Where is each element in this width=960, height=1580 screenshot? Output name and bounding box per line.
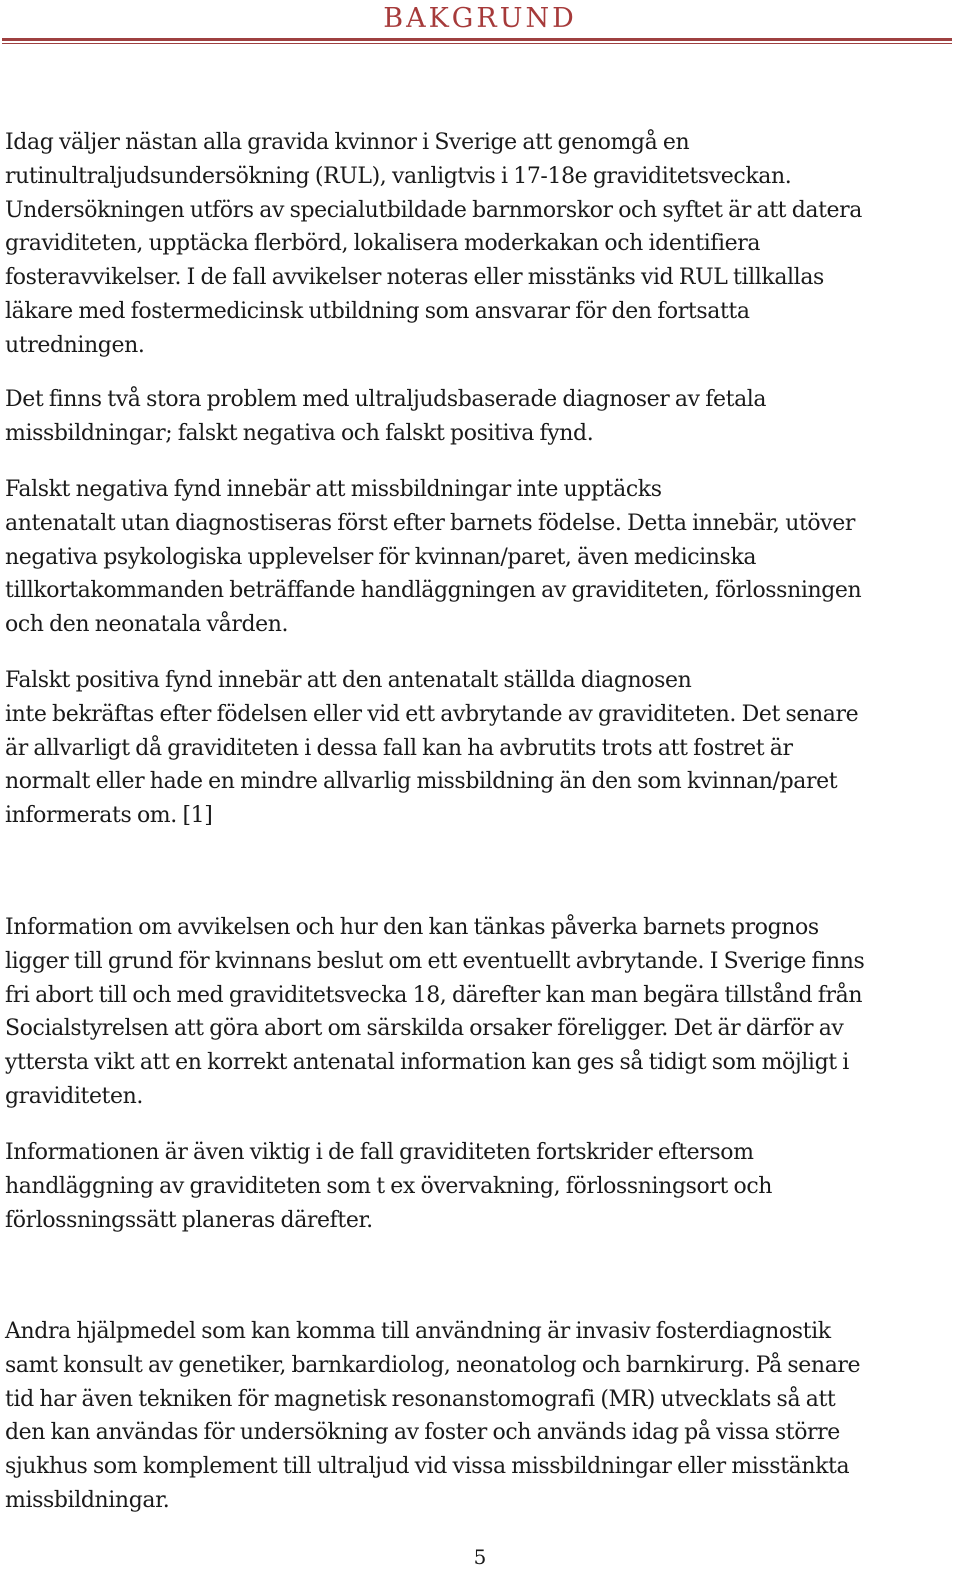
paragraph-false-negative: Falskt negativa fynd innebär att missbildningar inte upptäcks antenatalt utan diagnostiseras först efter barnets födelse. Detta innebär, utöver negativa psykologiska upplevelser för kvinnan/paret, även medicinska tillkortakommanden beträffande handläggningen av graviditeten, förlossningen och den neonatala vården. xyxy=(5,477,862,638)
header-divider-thin xyxy=(2,43,952,44)
paragraph-false-positive: Falskt positiva fynd innebär att den antenatalt ställda diagnosen inte bekräftas efter födelsen eller vid ett avbrytande av graviditeten. Det senare är allvarligt då graviditeten i dessa fall kan ha avbrutits trots att fostret är normalt eller hade en mindre allvarlig missbildning än den som kvinnan/paret informerats om. [1] xyxy=(5,668,859,829)
paragraph-information-importance: Informationen är även viktig i de fall graviditeten fortskrider eftersom handläggning av graviditeten som t ex övervakning, förlossningsort och förlossningssätt planeras därefter. xyxy=(5,1140,773,1233)
paragraph-other-aids: Andra hjälpmedel som kan komma till användning är invasiv fosterdiagnostik samt konsult av genetiker, barnkardiolog, neonatolog och barnkirurg. På senare tid har även tekniken för magnetisk resonanstomografi (MR) utvecklats så att den kan användas för undersökning av foster och används idag på vissa större sjukhus som komplement till ultraljud vid vissa missbildningar eller misstänkta missbildningar. xyxy=(5,1319,861,1513)
paragraph-intro: Idag väljer nästan alla gravida kvinnor i Sverige att genomgå en rutinultraljudsundersökning (RUL), vanligtvis i 17-18e graviditetsveckan. Undersökningen utförs av specialutbildade barnmorskor och syftet är att datera graviditeten, upptäcka flerbörd, lokalisera moderkakan och identifiera fosteravvikelser. I de fall avvikelser noteras eller misstänks vid RUL tillkallas läkare med fostermedicinsk utbildning som ansvarar för den fortsatta utredningen. xyxy=(5,130,863,358)
paragraph-problems: Det finns två stora problem med ultraljudsbaserade diagnoser av fetala missbildningar; falskt negativa och falskt positiva fynd. xyxy=(5,387,767,446)
page-number: 5 xyxy=(473,1545,487,1569)
header-divider-thick xyxy=(2,38,952,41)
page-header-title: BAKGRUND xyxy=(383,3,577,34)
paragraph-information: Information om avvikelsen och hur den kan tänkas påverka barnets prognos ligger till grund för kvinnans beslut om ett eventuellt avbrytande. I Sverige finns fri abort till och med graviditetsvecka 18, därefter kan man begära tillstånd från Socialstyrelsen att göra abort om särskilda orsaker föreligger. Det är därför av yttersta vikt att en korrekt antenatal information kan ges så tidigt som möjligt i graviditeten. xyxy=(5,915,865,1109)
